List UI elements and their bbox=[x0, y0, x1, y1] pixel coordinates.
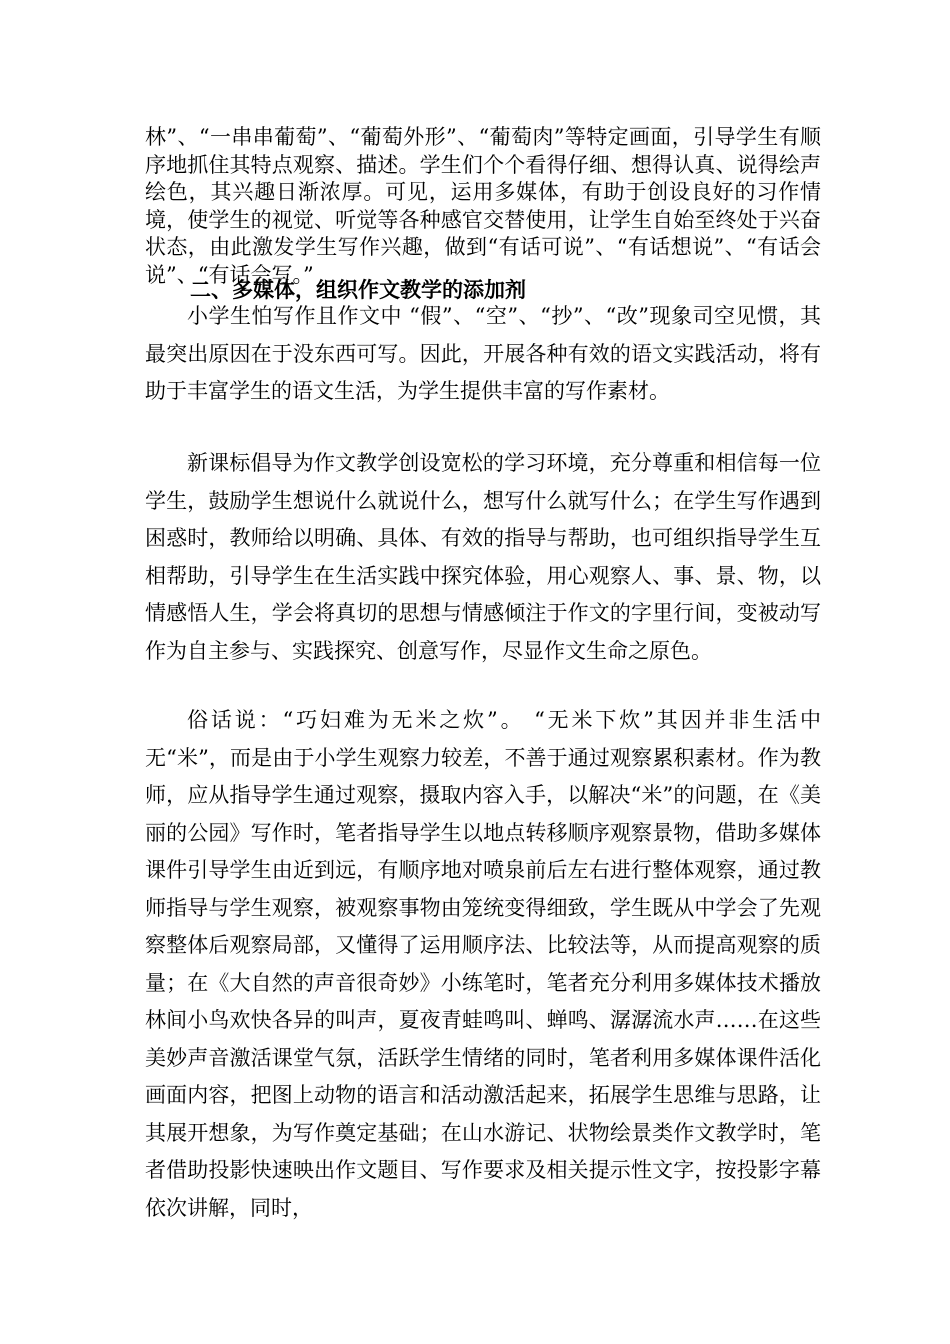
body-paragraph: 新课标倡导为作文教学创设宽松的学习环境，充分尊重和相信每一位学生，鼓励学生想说什么就说什么，想写什么就写什么；在学生写作遇到困惑时，教师给以明确、具体、有效的指导与帮助，也可组织指导学生互相帮助，引导学生在生活实践中探究体验，用心观察人、事、景、物，以情感悟人生，学会将真切的思想与情感倾注于作文的字里行间，变被动写作为自主参与、实践探究、创意写作，尽显作文生命之原色。 bbox=[145, 451, 821, 663]
body-paragraph: 俗话说：“巧妇难为无米之炊”。 “无米下炊”其因并非生活中无“米”，而是由于小学生观察力较差，不善于通过观察累积素材。作为教师，应从指导学生通过观察，摄取内容入手，以解决“米”的问题，在《美丽的公园》写作时，笔者指导学生以地点转移顺序观察景物，借助多媒体课件引导学生由近到远，有顺序地对喷泉前后左右进行整体观察，通过教师指导与学生观察，被观察事物由笼统变得细致，学生既从中学会了先观察整体后观察局部，又懂得了运用顺序法、比较法等，从而提高观察的质量；在《大自然的声音很奇妙》小练笔时，笔者充分利用多媒体技术播放林间小鸟欢快各异的叫声，夏夜青蛙鸣叫、蝉鸣、潺潺流水声……在这些美妙声音激活课堂气氛，活跃学生情绪的同时，笔者利用多媒体课件活化画面内容，把图上动物的语言和活动激活起来，拓展学生思维与思路，让其展开想象，为写作奠定基础；在山水游记、状物绘景类作文教学时，笔者借助投影快速映出作文题目、写作要求及相关提示性文字，按投影字幕依次讲解，同时， bbox=[145, 708, 821, 1220]
intro-paragraph: 林”、“一串串葡萄”、“葡萄外形”、“葡萄肉”等特定画面，引导学生有顺序地抓住其特点观察、描述。学生们个个看得仔细、想得认真、说得绘声绘色，其兴趣日渐浓厚。可见，运用多媒体，有助于创设良好的习作情境，使学生的视觉、听觉等各种感官交替使用，让学生自始至终处于兴奋状态，由此激发学生写作兴趣，做到“有话可说”、“有话想说”、“有话会说”、“有话会写。” bbox=[145, 125, 821, 287]
section-heading: 二、多媒体，组织作文教学的添加剂 bbox=[190, 277, 526, 302]
body-paragraph: 小学生怕写作且作文中 “假”、“空”、“抄”、“改”现象司空见惯，其最突出原因在于没东西可写。因此，开展各种有效的语文实践活动，将有助于丰富学生的语文生活，为学生提供丰富的写作素材。 bbox=[145, 304, 821, 403]
